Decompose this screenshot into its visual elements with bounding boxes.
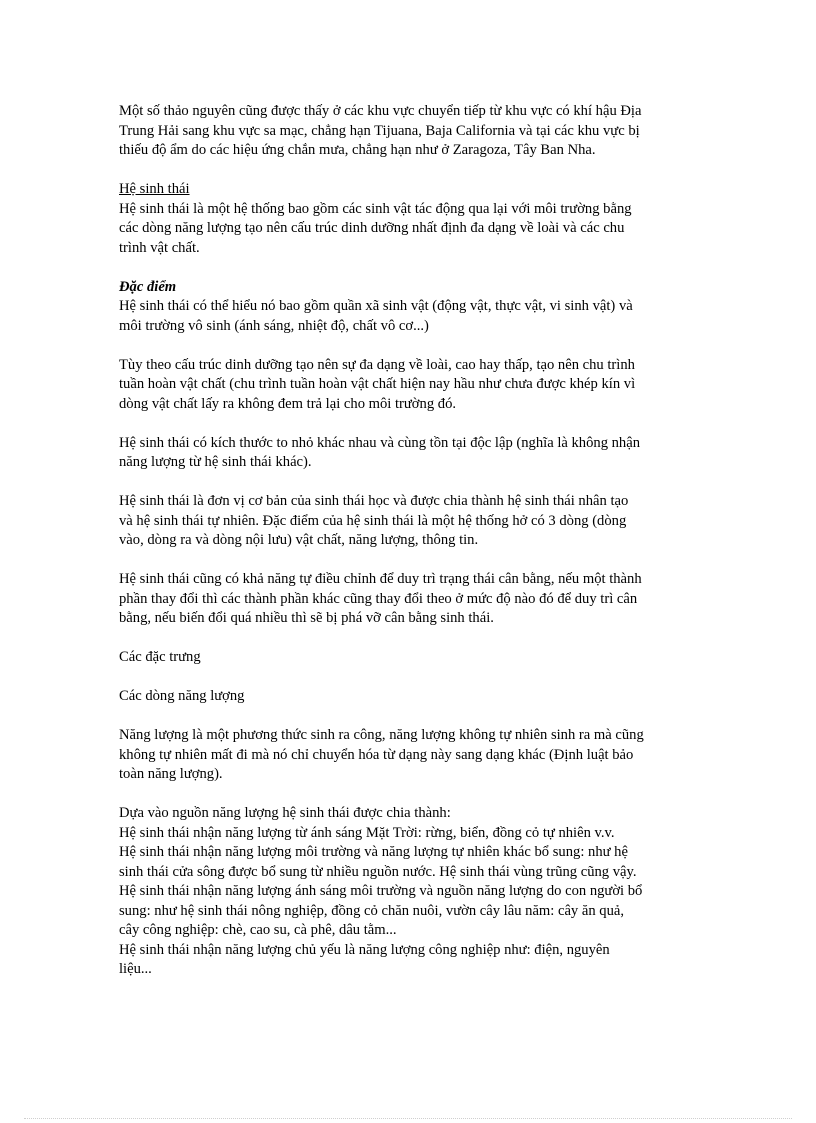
text-line: sung: như hệ sinh thái nông nghiệp, đồng cỏ chăn nuôi, vườn cây lâu năm: cây ăn quả,: [119, 902, 625, 919]
features-paragraph-2: [119, 356, 709, 415]
paragraph-spacer: [119, 551, 709, 571]
text-line: Trung Hải sang khu vực sa mạc, chẳng hạn Tijuana, Baja California và tại các khu vực bị: [119, 122, 640, 139]
text-line: Hệ sinh thái là đơn vị cơ bản của sinh thái học và được chia thành hệ sinh thái nhân tạo: [119, 493, 629, 509]
energy-flows-heading: [119, 687, 709, 707]
text-line: Một số thảo nguyên cũng được thấy ở các khu vực chuyển tiếp từ khu vực có khí hậu Địa: [119, 103, 642, 119]
text-line: sinh thái cửa sông được bổ sung từ nhiều nguồn nước. Hệ sinh thái vùng trũng cũng vậy.: [119, 863, 637, 880]
text-line: vào, dòng ra và dòng nội lưu) vật chất, năng lượng, thông tin.: [119, 532, 479, 548]
text-line: năng lượng từ hệ sinh thái khác).: [119, 454, 312, 470]
features-paragraph-3: [119, 434, 709, 473]
text-line: bằng, nếu biến đổi quá nhiều thì sẽ bị phá vỡ cân bằng sinh thái.: [119, 610, 494, 626]
text-line: và hệ sinh thái tự nhiên. Đặc điểm của hệ sinh thái là một hệ thống hở có 3 dòng (dòng: [119, 512, 627, 529]
paragraph-spacer: [119, 258, 709, 278]
paragraph-spacer: [119, 707, 709, 727]
text-line: Tùy theo cấu trúc dinh dưỡng tạo nên sự đa dạng về loài, cao hay thấp, tạo nên chu trình: [119, 356, 635, 373]
paragraph-spacer: [119, 785, 709, 805]
text-line: các dòng năng lượng tạo nên cấu trúc dinh dưỡng nhất định đa dạng về loài và các chu: [119, 220, 625, 236]
text-line: Năng lượng là một phương thức sinh ra công, năng lượng không tự nhiên sinh ra mà cũng: [119, 727, 644, 743]
features-heading: [119, 278, 709, 298]
characteristics-heading: [119, 648, 709, 668]
text-line: Hệ sinh thái cũng có khả năng tự điều chỉnh để duy trì trạng thái cân bằng, nếu một thành: [119, 571, 642, 587]
paragraph-spacer: [119, 668, 709, 688]
paragraph-spacer: [119, 414, 709, 434]
text-line: Hệ sinh thái nhận năng lượng từ ánh sáng Mặt Trời: rừng, biển, đồng cỏ tự nhiên v.v.: [119, 824, 615, 841]
intro-paragraph: [119, 102, 709, 161]
section-heading: Các dòng năng lượng: [119, 688, 245, 704]
text-line: liệu...: [119, 961, 152, 977]
section-heading: Đặc điểm: [119, 278, 177, 295]
paragraph-spacer: [119, 161, 709, 181]
paragraph-spacer: [119, 629, 709, 649]
text-line: Hệ sinh thái là một hệ thống bao gồm các sinh vật tác động qua lại với môi trường bằng: [119, 200, 632, 217]
section-heading: Hệ sinh thái: [119, 181, 190, 197]
text-line: toàn năng lượng).: [119, 766, 223, 782]
document-page: [119, 102, 709, 980]
text-line: phần thay đổi thì các thành phần khác cũng thay đổi theo ở mức độ nào đó để duy trì cân: [119, 590, 638, 607]
energy-definition: [119, 726, 709, 785]
paragraph-spacer: [119, 473, 709, 493]
text-line: Hệ sinh thái nhận năng lượng môi trường và năng lượng tự nhiên khác bổ sung: như hệ: [119, 844, 628, 860]
text-line: cây công nghiệp: chè, cao su, cà phê, dâu tằm...: [119, 922, 397, 938]
features-paragraph-4: [119, 492, 709, 551]
text-line: Hệ sinh thái có kích thước to nhỏ khác nhau và cùng tồn tại độc lập (nghĩa là không nhận: [119, 434, 641, 451]
text-line: môi trường vô sinh (ánh sáng, nhiệt độ, chất vô cơ...): [119, 317, 429, 334]
energy-classification: [119, 804, 709, 980]
text-line: trình vật chất.: [119, 239, 200, 256]
features-paragraph-5: [119, 570, 709, 629]
text-line: thiếu độ ẩm do các hiệu ứng chắn mưa, chẳng hạn như ở Zaragoza, Tây Ban Nha.: [119, 142, 596, 158]
text-line: không tự nhiên mất đi mà nó chỉ chuyển hóa từ dạng này sang dạng khác (Định luật bảo: [119, 746, 634, 763]
ecosystem-definition: [119, 200, 709, 259]
features-paragraph-1: [119, 297, 709, 336]
text-line: Dựa vào nguồn năng lượng hệ sinh thái được chia thành:: [119, 805, 451, 821]
section-heading: Các đặc trưng: [119, 649, 201, 665]
page-bottom-divider: [24, 1118, 792, 1119]
text-line: Hệ sinh thái có thể hiểu nó bao gồm quần xã sinh vật (động vật, thực vật, vi sinh vật) và: [119, 298, 633, 314]
text-line: tuần hoàn vật chất (chu trình tuần hoàn vật chất hiện nay hầu như chưa được khép kín vì: [119, 376, 636, 392]
paragraph-spacer: [119, 336, 709, 356]
text-line: dòng vật chất lấy ra không đem trả lại cho môi trường đó.: [119, 395, 457, 412]
text-line: Hệ sinh thái nhận năng lượng chủ yếu là năng lượng công nghiệp như: điện, nguyên: [119, 941, 610, 958]
ecosystem-heading: [119, 180, 709, 200]
text-line: Hệ sinh thái nhận năng lượng ánh sáng môi trường và nguồn năng lượng do con người bổ: [119, 883, 643, 899]
